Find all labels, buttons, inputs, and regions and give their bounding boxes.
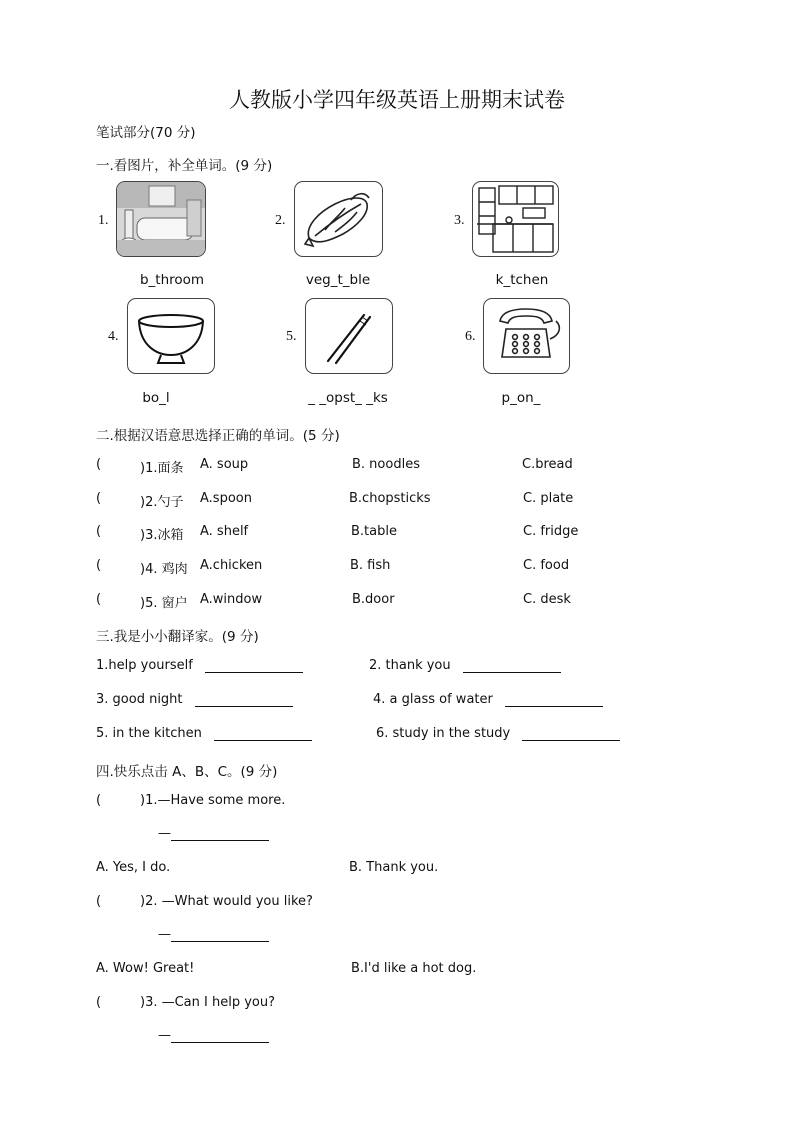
option-a: A. Wow! Great! [96, 961, 195, 976]
answer-paren[interactable]: ( [96, 491, 102, 506]
answer-paren[interactable]: ( [96, 995, 102, 1010]
answer-blank[interactable] [171, 827, 269, 841]
phrase-item [376, 726, 620, 741]
written-part-label: 笔试部分(70 分) [96, 125, 196, 141]
phrase-item [96, 726, 312, 741]
question-text: )4. 鸡肉 [140, 562, 188, 577]
phrase-text: 4. a glass of water [373, 692, 493, 707]
option-a: A.window [200, 592, 263, 607]
picture-number: 4. [108, 329, 119, 344]
option-a: A. soup [200, 457, 249, 472]
answer-blank[interactable] [505, 693, 603, 707]
phrase-item [373, 692, 603, 707]
question-text: )3. —Can I help you? [140, 995, 276, 1010]
section3-heading: 三.我是小小翻译家。(9 分) [96, 629, 259, 645]
question-text: )3.冰箱 [140, 528, 184, 543]
option-b: B.chopsticks [349, 491, 431, 506]
response-line [158, 927, 269, 942]
answer-blank[interactable] [214, 727, 312, 741]
picture-number: 3. [454, 213, 465, 228]
phrase-item [96, 692, 293, 707]
answer-blank[interactable] [195, 693, 293, 707]
word-blank: p_on_ [501, 390, 541, 406]
phrase-item [96, 658, 303, 673]
vegetable-icon [294, 181, 383, 257]
dash: — [158, 826, 171, 841]
dash: — [158, 927, 171, 942]
answer-paren[interactable]: ( [96, 793, 102, 808]
kitchen-icon [472, 181, 559, 257]
option-c: C. fridge [523, 524, 579, 539]
option-a: A.spoon [200, 491, 252, 506]
phrase-text: 3. good night [96, 692, 183, 707]
picture-number: 6. [465, 329, 476, 344]
answer-paren[interactable]: ( [96, 894, 102, 909]
option-b: B.table [351, 524, 397, 539]
word-blank: k_tchen [495, 272, 549, 288]
question-text: )2.勺子 [140, 495, 184, 510]
option-c: C. food [523, 558, 570, 573]
question-text: )2. —What would you like? [140, 894, 313, 909]
answer-blank[interactable] [171, 928, 269, 942]
question-text: )5. 窗户 [140, 596, 188, 611]
option-b: B.I'd like a hot dog. [351, 961, 477, 976]
section1-heading: 一.看图片，补全单词。(9 分) [96, 158, 273, 174]
answer-paren[interactable]: ( [96, 524, 102, 539]
response-line [158, 826, 269, 841]
phrase-text: 6. study in the study [376, 726, 511, 741]
response-line [158, 1028, 269, 1043]
word-blank: veg_t_ble [305, 272, 371, 288]
dash: — [158, 1028, 171, 1043]
answer-blank[interactable] [463, 659, 561, 673]
phrase-text: 5. in the kitchen [96, 726, 202, 741]
word-blank: b_throom [139, 272, 205, 288]
phone-icon [483, 298, 570, 374]
answer-blank[interactable] [205, 659, 303, 673]
phrase-text: 2. thank you [369, 658, 451, 673]
option-a: A.chicken [200, 558, 263, 573]
chopsticks-icon [305, 298, 393, 374]
option-b: B. noodles [352, 457, 420, 472]
option-b: B. Thank you. [349, 860, 439, 875]
picture-number: 5. [286, 329, 297, 344]
option-b: B.door [352, 592, 395, 607]
question-text: )1.—Have some more. [140, 793, 286, 808]
picture-number: 1. [98, 213, 109, 228]
bathroom-icon [116, 181, 206, 257]
option-b: B. fish [350, 558, 391, 573]
phrase-text: 1.help yourself [96, 658, 193, 673]
option-c: C. desk [523, 592, 571, 607]
answer-blank[interactable] [522, 727, 620, 741]
option-c: C.bread [522, 457, 573, 472]
phrase-item [369, 658, 561, 673]
bowl-icon [127, 298, 215, 374]
section4-heading: 四.快乐点击 A、B、C。(9 分) [96, 764, 278, 780]
picture-number: 2. [275, 213, 286, 228]
answer-paren[interactable]: ( [96, 558, 102, 573]
word-blank: bo_l [142, 390, 170, 406]
option-c: C. plate [523, 491, 574, 506]
answer-paren[interactable]: ( [96, 457, 102, 472]
section2-heading: 二.根据汉语意思选择正确的单词。(5 分) [96, 428, 340, 444]
page-title: 人教版小学四年级英语上册期末试卷 [229, 88, 565, 112]
answer-paren[interactable]: ( [96, 592, 102, 607]
word-blank: _ _opst_ _ks [308, 390, 388, 406]
option-a: A. Yes, I do. [96, 860, 171, 875]
question-text: )1.面条 [140, 461, 184, 476]
option-a: A. shelf [200, 524, 249, 539]
answer-blank[interactable] [171, 1029, 269, 1043]
